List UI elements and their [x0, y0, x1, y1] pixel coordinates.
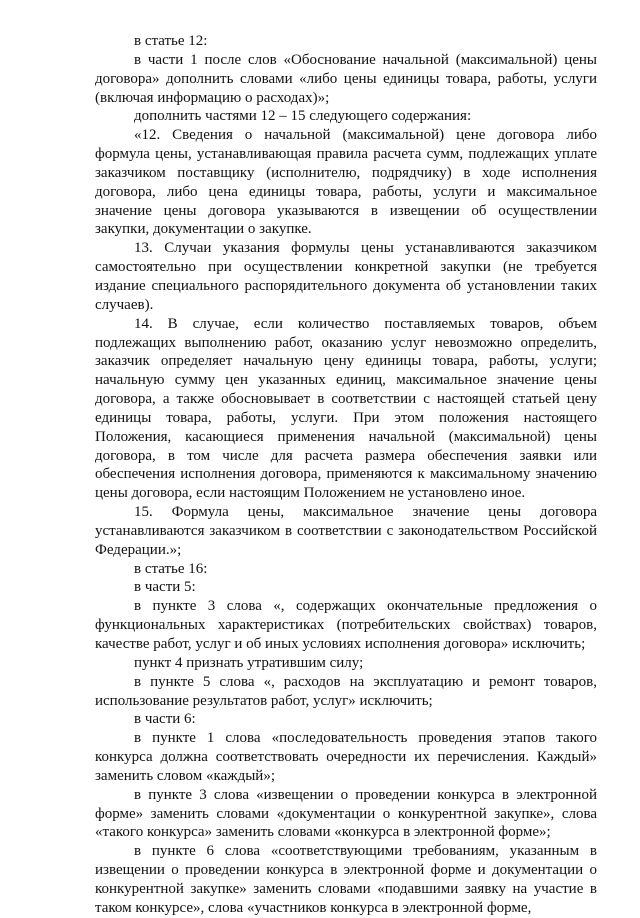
- paragraph-part-6-point-6: в пункте 6 слова «соответствующими требованиям, указанным в извещении о проведении конкурса в электронной форме и документации о конкурентной закупке» заменить словами «подавшими заявку на участие в таком конкурсе», слова «участников конкурса в электронной форме,: [95, 843, 597, 916]
- paragraph-part-5-point-3: в пункте 3 слова «, содержащих окончательные предложения о функциональных характеристиках (потребительских свойствах) товаров, качестве работ, услуг и об иных условиях исполнения договора» исключить;: [95, 598, 597, 652]
- paragraph-part-14: 14. В случае, если количество поставляемых товаров, объем подлежащих выполнению работ, оказанию услуг невозможно определить, заказчик определяет начальную цену единицы товара, работы, услуги; начальную сумму цен указанных единиц, максимальное значение цены договора, а также обосновывает в соответствии с настоящей статьей цену единицы товара, работы, услуги. При этом положения настоящего Положения, касающиеся применения начальной (максимальной) цены договора, в том числе для расчета размера обеспечения заявки или обеспечения исполнения договора, применяются к максимальному значению цены договора, если настоящим Положением не установлено иное.: [95, 315, 597, 502]
- paragraph-part-6-point-3: в пункте 3 слова «извещении о проведении конкурса в электронной форме» заменить словами «документации о конкурентной закупке», слова «такого конкурса» заменить словами «конкурса в электронной форме»;: [95, 786, 597, 841]
- paragraph-part-15: 15. Формула цены, максимальное значение цены договора устанавливаются заказчиком в соответствии с законодательством Российской Федерации.»;: [95, 504, 597, 558]
- paragraph-part-5: в части 5:: [134, 579, 196, 596]
- paragraph-part-5-point-4: пункт 4 признать утратившим силу;: [134, 654, 364, 671]
- paragraph-part-13: 13. Случаи указания формулы цены устанавливаются заказчиком самостоятельно при осуществлении конкретной закупки (не требуется издание специального распорядительного документа об установлении таких случаев).: [95, 240, 597, 313]
- paragraph-part-12: «12. Сведения о начальной (максимальной) цене договора либо формула цены, устанавливающая правила расчета сумм, подлежащих уплате заказчиком поставщику (исполнителю, подрядчику) в ходе исполнения договора, либо цена единицы товара, работы, услуги и максимальное значение цены договора указываются в извещении об осуществлении закупки, документации о закупке.: [95, 127, 597, 238]
- paragraph-article-12: в статье 12:: [134, 33, 208, 49]
- paragraph-article-16: в статье 16:: [134, 560, 208, 577]
- paragraph-part-6-point-1: в пункте 1 слова «последовательность проведения этапов такого конкурса должна соответствовать очередности их перечисления. Каждый» заменить словом «каждый»;: [95, 730, 597, 784]
- paragraph-part-1-amendment: в части 1 после слов «Обоснование начальной (максимальной) цены договора» дополнить словами «либо цены единицы товара, работы, услуги (включая информацию о расходах)»;: [95, 51, 597, 106]
- paragraph-part-6: в части 6:: [134, 711, 196, 728]
- document-page: [95, 32, 597, 918]
- paragraph-part-5-point-5: в пункте 5 слова «, расходов на эксплуатацию и ремонт товаров, использование результатов работ, услуг» исключить;: [95, 673, 597, 709]
- paragraph-add-parts-12-15: дополнить частями 12 – 15 следующего содержания:: [134, 108, 472, 125]
